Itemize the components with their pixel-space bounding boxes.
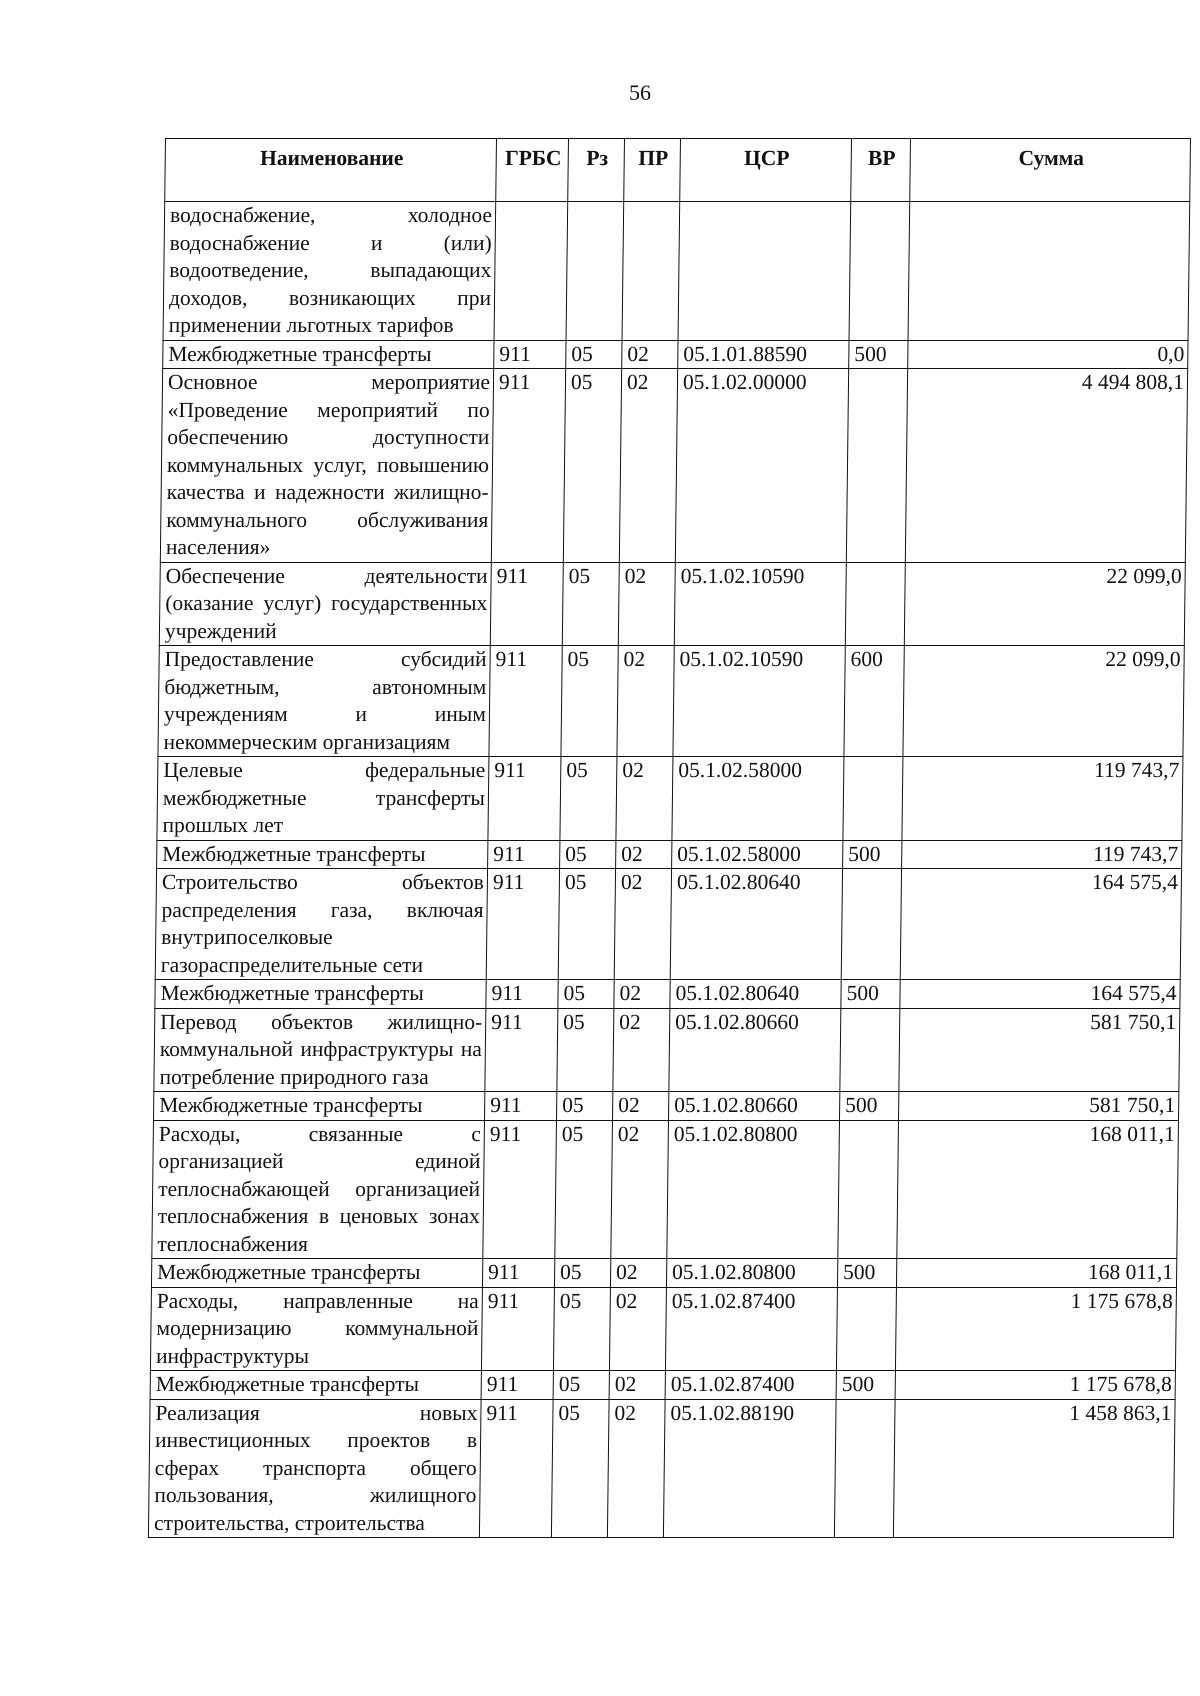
row-pr-cell: 02 bbox=[610, 1259, 666, 1288]
row-rz-cell: 05 bbox=[553, 1287, 610, 1371]
table-row bbox=[158, 646, 1184, 757]
row-vr-cell: 500 bbox=[840, 1092, 899, 1121]
table-row bbox=[157, 840, 1182, 869]
row-csr-cell: 05.1.02.10590 bbox=[673, 646, 845, 757]
row-csr-cell: 05.1.02.80800 bbox=[667, 1120, 840, 1259]
row-pr-cell: 02 bbox=[622, 340, 678, 369]
row-name-cell: Расходы, связанные с организацией единой теплоснабжающей организацией теплоснабжения в ценовых зонах теплоснабжения bbox=[152, 1120, 485, 1259]
row-csr-cell: 05.1.02.58000 bbox=[672, 840, 843, 869]
row-vr-cell: 500 bbox=[837, 1259, 896, 1288]
row-csr-cell: 05.1.02.80800 bbox=[666, 1259, 837, 1288]
table-row bbox=[152, 1120, 1179, 1259]
row-pr-cell: 02 bbox=[607, 1399, 665, 1538]
table-row bbox=[155, 869, 1181, 980]
row-rz-cell: 05 bbox=[557, 1008, 614, 1092]
row-name-cell: Межбюджетные трансферты bbox=[150, 1371, 481, 1400]
row-sum-cell bbox=[908, 202, 1190, 341]
row-grbs-cell: 911 bbox=[479, 1399, 553, 1538]
row-csr-cell: 05.1.02.88190 bbox=[663, 1399, 836, 1538]
row-vr-cell: 500 bbox=[836, 1371, 895, 1400]
table-row bbox=[159, 562, 1185, 646]
row-sum-cell: 581 750,1 bbox=[899, 1008, 1180, 1092]
row-grbs-cell: 911 bbox=[481, 1287, 554, 1371]
row-name-cell: Межбюджетные трансферты bbox=[163, 340, 494, 369]
row-grbs-cell: 911 bbox=[486, 869, 559, 980]
table-row bbox=[160, 369, 1187, 563]
table-row bbox=[163, 340, 1188, 369]
row-name-cell: Обеспечение деятельности (оказание услуг) государственных учреждений bbox=[159, 562, 491, 646]
table-header-row bbox=[165, 139, 1191, 202]
row-pr-cell bbox=[622, 202, 680, 341]
row-sum-cell: 4 494 808,1 bbox=[905, 369, 1187, 563]
row-csr-cell: 05.1.02.80660 bbox=[669, 1008, 841, 1092]
row-csr-cell bbox=[678, 202, 851, 341]
row-vr-cell: 500 bbox=[843, 840, 902, 869]
table-row bbox=[150, 1287, 1176, 1371]
row-csr-cell: 05.1.02.87400 bbox=[665, 1287, 837, 1371]
row-pr-cell: 02 bbox=[616, 757, 673, 841]
row-name-cell: Межбюджетные трансферты bbox=[151, 1259, 482, 1288]
row-sum-cell: 168 011,1 bbox=[896, 1259, 1176, 1288]
row-vr-cell bbox=[836, 1287, 896, 1371]
row-vr-cell bbox=[846, 369, 907, 563]
row-rz-cell: 05 bbox=[558, 869, 615, 980]
row-grbs-cell: 911 bbox=[488, 840, 560, 869]
row-vr-cell bbox=[843, 757, 903, 841]
table-row bbox=[155, 980, 1180, 1009]
row-grbs-cell: 911 bbox=[490, 562, 563, 646]
row-vr-cell: 600 bbox=[844, 646, 904, 757]
row-vr-cell bbox=[841, 869, 901, 980]
row-grbs-cell: 911 bbox=[486, 980, 558, 1009]
table-row bbox=[148, 1399, 1175, 1538]
row-rz-cell: 05 bbox=[553, 1371, 609, 1400]
row-rz-cell: 05 bbox=[563, 369, 621, 563]
row-pr-cell: 02 bbox=[609, 1287, 666, 1371]
row-sum-cell: 119 743,7 bbox=[902, 840, 1182, 869]
row-pr-cell: 02 bbox=[616, 840, 672, 869]
row-vr-cell bbox=[845, 562, 905, 646]
row-name-cell: Целевые федеральные межбюджетные трансферты прошлых лет bbox=[157, 757, 489, 841]
row-rz-cell: 05 bbox=[555, 1120, 613, 1259]
row-csr-cell: 05.1.02.10590 bbox=[674, 562, 846, 646]
row-sum-cell: 22 099,0 bbox=[903, 646, 1184, 757]
row-pr-cell: 02 bbox=[618, 562, 675, 646]
row-grbs-cell: 911 bbox=[494, 340, 566, 369]
row-csr-cell: 05.1.02.87400 bbox=[665, 1371, 836, 1400]
row-name-cell: Строительство объектов распределения газа, включая внутрипоселковые газораспределительные сети bbox=[155, 869, 487, 980]
row-rz-cell: 05 bbox=[558, 980, 614, 1009]
row-csr-cell: 05.1.01.88590 bbox=[678, 340, 849, 369]
row-pr-cell: 02 bbox=[613, 1092, 669, 1121]
row-grbs-cell: 911 bbox=[483, 1120, 557, 1259]
table-row bbox=[151, 1259, 1176, 1288]
row-grbs-cell: 911 bbox=[482, 1259, 554, 1288]
header-vr: ВР bbox=[851, 139, 911, 202]
row-sum-cell: 1 458 863,1 bbox=[893, 1399, 1175, 1538]
row-sum-cell: 581 750,1 bbox=[899, 1092, 1179, 1121]
row-csr-cell: 05.1.02.00000 bbox=[675, 369, 848, 563]
row-name-cell: Межбюджетные трансферты bbox=[154, 1092, 485, 1121]
row-pr-cell: 02 bbox=[611, 1120, 669, 1259]
row-name-cell: Межбюджетные трансферты bbox=[157, 840, 488, 869]
row-vr-cell bbox=[834, 1399, 895, 1538]
header-csr: ЦСР bbox=[680, 139, 852, 202]
header-pr: ПР bbox=[624, 139, 681, 202]
header-name: Наименование bbox=[165, 139, 497, 202]
row-sum-cell: 1 175 678,8 bbox=[895, 1287, 1176, 1371]
row-name-cell: Предоставление субсидий бюджетным, автономным учреждениям и иным некоммерческим организациям bbox=[158, 646, 490, 757]
row-grbs-cell: 911 bbox=[485, 1092, 557, 1121]
row-name-cell: водоснабжение, холодное водоснабжение и (или) водоотведение, выпадающих доходов, возникающих при применении льготных тарифов bbox=[163, 202, 496, 341]
row-rz-cell: 05 bbox=[562, 562, 619, 646]
row-grbs-cell: 911 bbox=[481, 1371, 553, 1400]
row-name-cell: Основное мероприятие «Проведение мероприятий по обеспечению доступности коммунальных услуг, повышению качества и надежности жилищно-коммунального обслуживания населения» bbox=[160, 369, 493, 563]
row-csr-cell: 05.1.02.80660 bbox=[669, 1092, 840, 1121]
row-vr-cell: 500 bbox=[841, 980, 900, 1009]
page-number: 56 bbox=[629, 80, 651, 105]
row-pr-cell: 02 bbox=[617, 646, 674, 757]
row-rz-cell: 05 bbox=[560, 757, 617, 841]
row-vr-cell bbox=[840, 1008, 900, 1092]
row-sum-cell: 119 743,7 bbox=[902, 757, 1183, 841]
table-row bbox=[150, 1371, 1175, 1400]
row-grbs-cell: 911 bbox=[485, 1008, 558, 1092]
row-grbs-cell: 911 bbox=[488, 757, 561, 841]
row-rz-cell: 05 bbox=[566, 340, 622, 369]
row-name-cell: Межбюджетные трансферты bbox=[155, 980, 486, 1009]
row-pr-cell: 02 bbox=[614, 980, 670, 1009]
row-sum-cell: 0,0 bbox=[908, 340, 1188, 369]
row-grbs-cell bbox=[494, 202, 568, 341]
row-vr-cell bbox=[849, 202, 910, 341]
table-body bbox=[148, 202, 1189, 1538]
row-pr-cell: 02 bbox=[614, 869, 671, 980]
row-rz-cell bbox=[566, 202, 624, 341]
table-row bbox=[163, 202, 1190, 341]
row-rz-cell: 05 bbox=[561, 646, 618, 757]
row-rz-cell: 05 bbox=[557, 1092, 613, 1121]
row-csr-cell: 05.1.02.58000 bbox=[672, 757, 844, 841]
row-rz-cell: 05 bbox=[560, 840, 616, 869]
row-grbs-cell: 911 bbox=[491, 369, 565, 563]
row-name-cell: Расходы, направленные на модернизацию коммунальной инфраструктуры bbox=[150, 1287, 482, 1371]
row-rz-cell: 05 bbox=[554, 1259, 610, 1288]
row-sum-cell: 1 175 678,8 bbox=[895, 1371, 1175, 1400]
table-row bbox=[154, 1092, 1179, 1121]
header-grbs: ГРБС bbox=[496, 139, 569, 202]
row-grbs-cell: 911 bbox=[489, 646, 562, 757]
header-sum: Сумма bbox=[910, 139, 1191, 202]
row-sum-cell: 164 575,4 bbox=[900, 869, 1181, 980]
row-csr-cell: 05.1.02.80640 bbox=[670, 869, 842, 980]
row-vr-cell: 500 bbox=[849, 340, 908, 369]
table-row bbox=[154, 1008, 1180, 1092]
row-csr-cell: 05.1.02.80640 bbox=[670, 980, 841, 1009]
row-pr-cell: 02 bbox=[619, 369, 677, 563]
row-sum-cell: 164 575,4 bbox=[900, 980, 1180, 1009]
budget-table bbox=[148, 138, 1191, 1538]
row-name-cell: Перевод объектов жилищно-коммунальной инфраструктуры на потребление природного газа bbox=[154, 1008, 486, 1092]
row-name-cell: Реализация новых инвестиционных проектов в сферах транспорта общего пользования, жилищного строительства, строительства bbox=[148, 1399, 481, 1538]
row-vr-cell bbox=[838, 1120, 899, 1259]
row-rz-cell: 05 bbox=[551, 1399, 609, 1538]
row-sum-cell: 22 099,0 bbox=[904, 562, 1185, 646]
header-rz: Рз bbox=[568, 139, 625, 202]
row-pr-cell: 02 bbox=[613, 1008, 670, 1092]
row-pr-cell: 02 bbox=[609, 1371, 665, 1400]
row-sum-cell: 168 011,1 bbox=[897, 1120, 1179, 1259]
table-row bbox=[157, 757, 1183, 841]
